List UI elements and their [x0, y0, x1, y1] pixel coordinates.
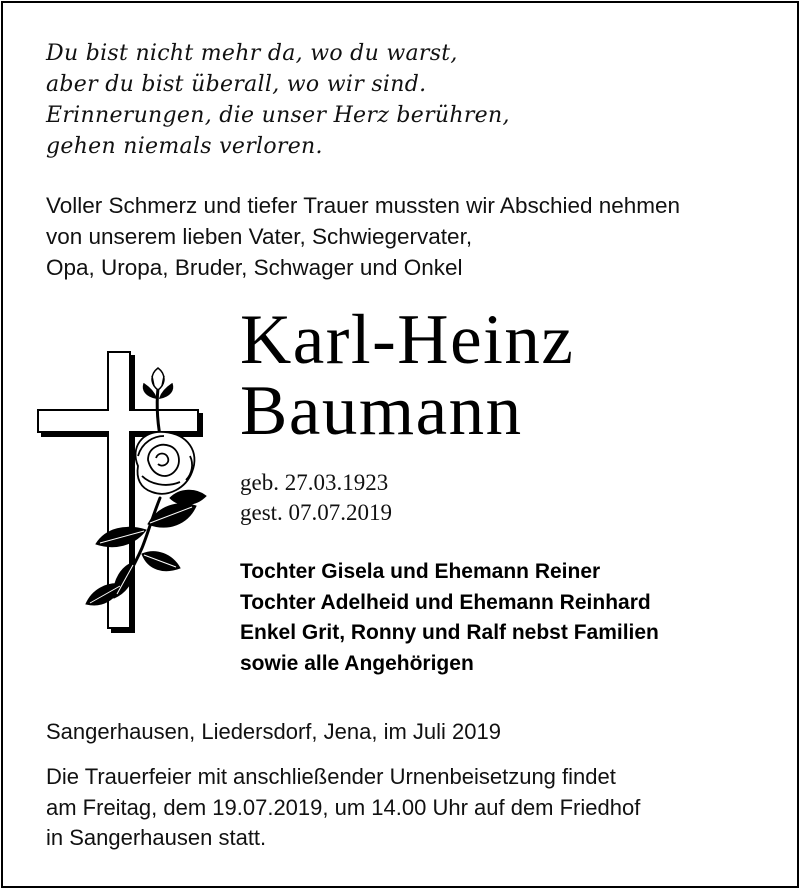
life-dates: [240, 468, 392, 528]
mourners-list: [240, 557, 659, 679]
service-line: Die Trauerfeier mit anschließender Urnenbeisetzung findet: [46, 764, 616, 789]
death-date: gest. 07.07.2019: [240, 500, 393, 525]
mourner-line: Enkel Grit, Ronny und Ralf nebst Familien: [240, 621, 659, 644]
memorial-poem: [46, 38, 510, 162]
service-line: am Freitag, dem 19.07.2019, um 14.00 Uhr auf dem Friedhof: [46, 794, 641, 820]
funeral-service-info: [46, 762, 640, 854]
mourner-line: Tochter Adelheid und Ehemann Reinhard: [240, 590, 651, 614]
announcement-line: Opa, Uropa, Bruder, Schwager und Onkel: [46, 255, 463, 280]
deceased-name: [240, 301, 575, 450]
poem-line: gehen niemals verloren.: [46, 134, 323, 159]
cross-with-rose-icon: [30, 348, 210, 638]
deceased-last-name: Baumann: [240, 372, 523, 450]
announcement-line: Voller Schmerz und tiefer Trauer mussten wir Abschied nehmen: [46, 193, 681, 218]
poem-line: Du bist nicht mehr da, wo du warst,: [46, 41, 458, 66]
announcement-line: von unserem lieben Vater, Schwiegervater,: [46, 224, 473, 249]
announcement-text: [46, 190, 680, 283]
place-and-date: Sangerhausen, Liedersdorf, Jena, im Juli 2019: [46, 719, 501, 744]
birth-date: geb. 27.03.1923: [240, 470, 389, 495]
poem-line: Erinnerungen, die unser Herz berühren,: [46, 103, 510, 128]
mourner-line: sowie alle Angehörigen: [240, 651, 474, 675]
mourner-line: Tochter Gisela und Ehemann Reiner: [240, 560, 601, 583]
service-line: in Sangerhausen statt.: [46, 825, 267, 850]
poem-line: aber du bist überall, wo wir sind.: [46, 72, 427, 97]
deceased-first-name: Karl-Heinz: [240, 301, 575, 379]
